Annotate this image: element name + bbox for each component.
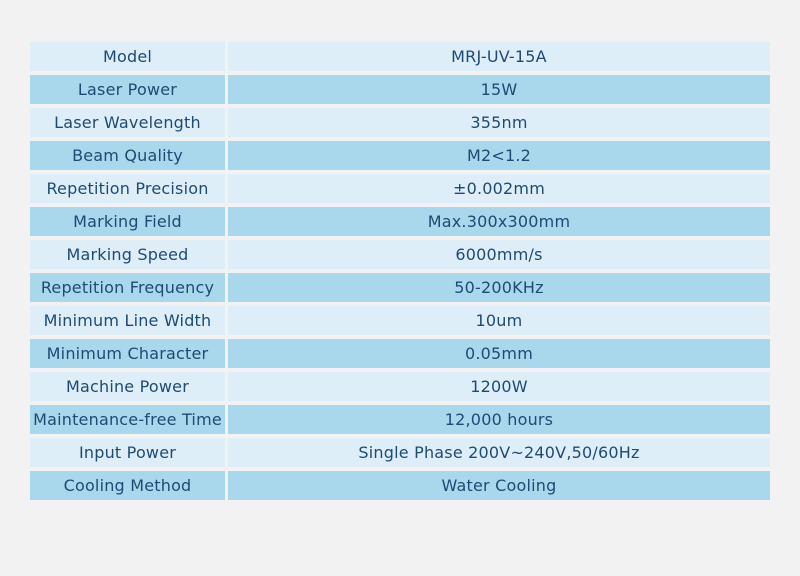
spec-value: M2<1.2	[228, 141, 770, 170]
spec-row-laser-power	[30, 73, 770, 106]
spec-label: Input Power	[30, 438, 225, 467]
spec-value: 50-200KHz	[228, 273, 770, 302]
spec-label: Beam Quality	[30, 141, 225, 170]
spec-label: Model	[30, 42, 225, 71]
spec-value: ±0.002mm	[228, 174, 770, 203]
spec-row-maintenance-free-time	[30, 403, 770, 436]
spec-row-beam-quality	[30, 139, 770, 172]
spec-label: Machine Power	[30, 372, 225, 401]
spec-value: 1200W	[228, 372, 770, 401]
spec-value: 355nm	[228, 108, 770, 137]
spec-row-cooling-method	[30, 469, 770, 502]
spec-value: Single Phase 200V~240V,50/60Hz	[228, 438, 770, 467]
spec-label: Repetition Precision	[30, 174, 225, 203]
spec-row-minimum-line-width	[30, 304, 770, 337]
spec-row-repetition-frequency	[30, 271, 770, 304]
spec-row-marking-speed	[30, 238, 770, 271]
spec-value: Water Cooling	[228, 471, 770, 500]
spec-row-model	[30, 40, 770, 73]
spec-label: Laser Wavelength	[30, 108, 225, 137]
spec-label: Minimum Character	[30, 339, 225, 368]
spec-value: 10um	[228, 306, 770, 335]
spec-label: Cooling Method	[30, 471, 225, 500]
spec-label: Laser Power	[30, 75, 225, 104]
spec-value: 0.05mm	[228, 339, 770, 368]
spec-label: Repetition Frequency	[30, 273, 225, 302]
spec-value: Max.300x300mm	[228, 207, 770, 236]
spec-label: Marking Field	[30, 207, 225, 236]
spec-value: 12,000 hours	[228, 405, 770, 434]
spec-table	[30, 40, 770, 502]
spec-label: Maintenance-free Time	[30, 405, 225, 434]
spec-row-repetition-precision	[30, 172, 770, 205]
spec-row-laser-wavelength	[30, 106, 770, 139]
spec-label: Minimum Line Width	[30, 306, 225, 335]
spec-row-minimum-character	[30, 337, 770, 370]
spec-label: Marking Speed	[30, 240, 225, 269]
spec-row-input-power	[30, 436, 770, 469]
spec-value: 6000mm/s	[228, 240, 770, 269]
spec-row-machine-power	[30, 370, 770, 403]
spec-row-marking-field	[30, 205, 770, 238]
spec-value: 15W	[228, 75, 770, 104]
spec-value: MRJ-UV-15A	[228, 42, 770, 71]
